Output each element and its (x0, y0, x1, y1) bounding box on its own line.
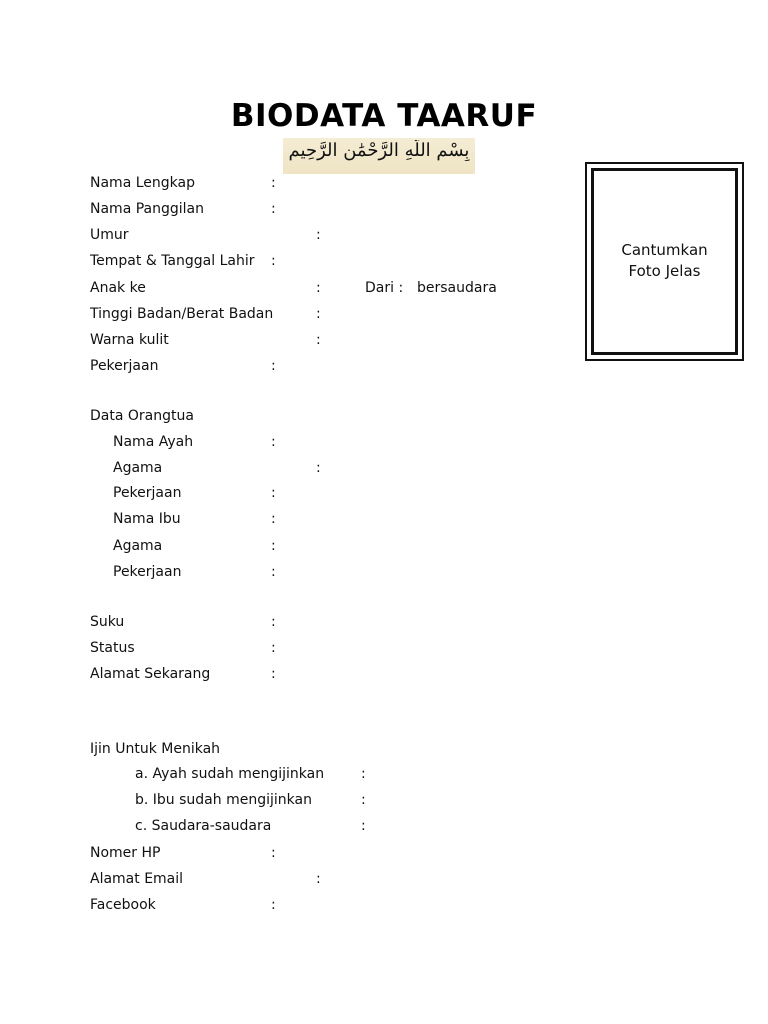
field-colon: : (271, 564, 276, 580)
field-label: Alamat Sekarang (90, 666, 211, 682)
field-label: Agama (113, 460, 163, 476)
field-label: Umur (90, 227, 129, 243)
section-heading: Data Orangtua (90, 408, 194, 424)
field-label: c. Saudara-saudara (135, 818, 272, 834)
field-colon: : (271, 201, 276, 217)
field-colon: : (316, 460, 321, 476)
field-label: Warna kulit (90, 332, 169, 348)
photo-placeholder-line2: Foto Jelas (628, 262, 701, 280)
field-label: b. Ibu sudah mengijinkan (135, 792, 312, 808)
field-label: Tinggi Badan/Berat Badan (90, 306, 274, 322)
field-colon: : (271, 434, 276, 450)
field-label: Nama Ibu (113, 511, 181, 527)
field-colon: : (271, 358, 276, 374)
field-colon: : (271, 538, 276, 554)
dari-label: Dari : (365, 280, 404, 296)
bersaudara-label: bersaudara (417, 280, 497, 296)
field-label: Pekerjaan (113, 564, 182, 580)
field-colon: : (316, 871, 321, 887)
basmalah-text: بِسْمِ اللَّهِ الرَّحْمَٰنِ الرَّحِيمِ (288, 140, 470, 161)
field-label: Status (90, 640, 135, 656)
photo-placeholder-text (587, 240, 742, 282)
photo-placeholder-box (585, 162, 744, 361)
field-colon: : (271, 640, 276, 656)
field-colon: : (316, 280, 321, 296)
field-label: Nomer HP (90, 845, 161, 861)
field-label: Alamat Email (90, 871, 184, 887)
field-colon: : (271, 666, 276, 682)
field-colon: : (271, 175, 276, 191)
field-label: Suku (90, 614, 125, 630)
field-label: Agama (113, 538, 163, 554)
field-colon: : (316, 332, 321, 348)
field-label: Facebook (90, 897, 156, 913)
photo-placeholder-line1: Cantumkan (621, 241, 708, 259)
field-colon: : (316, 227, 321, 243)
document-title: BIODATA TAARUF (230, 98, 538, 134)
field-label: Anak ke (90, 280, 146, 296)
field-colon: : (361, 766, 366, 782)
field-colon: : (271, 511, 276, 527)
field-label: Nama Panggilan (90, 201, 204, 217)
field-colon: : (361, 818, 366, 834)
field-colon: : (361, 792, 366, 808)
field-label: Nama Lengkap (90, 175, 195, 191)
basmalah-calligraphy (283, 138, 475, 174)
field-label: Pekerjaan (90, 358, 159, 374)
field-colon: : (316, 306, 321, 322)
field-colon: : (271, 614, 276, 630)
field-label: a. Ayah sudah mengijinkan (135, 766, 325, 782)
field-colon: : (271, 897, 276, 913)
field-label: Pekerjaan (113, 485, 182, 501)
field-label: Nama Ayah (113, 434, 194, 450)
field-label: Tempat & Tanggal Lahir (90, 253, 255, 269)
field-colon: : (271, 253, 276, 269)
section-heading: Ijin Untuk Menikah (90, 741, 221, 757)
field-colon: : (271, 845, 276, 861)
field-colon: : (271, 485, 276, 501)
